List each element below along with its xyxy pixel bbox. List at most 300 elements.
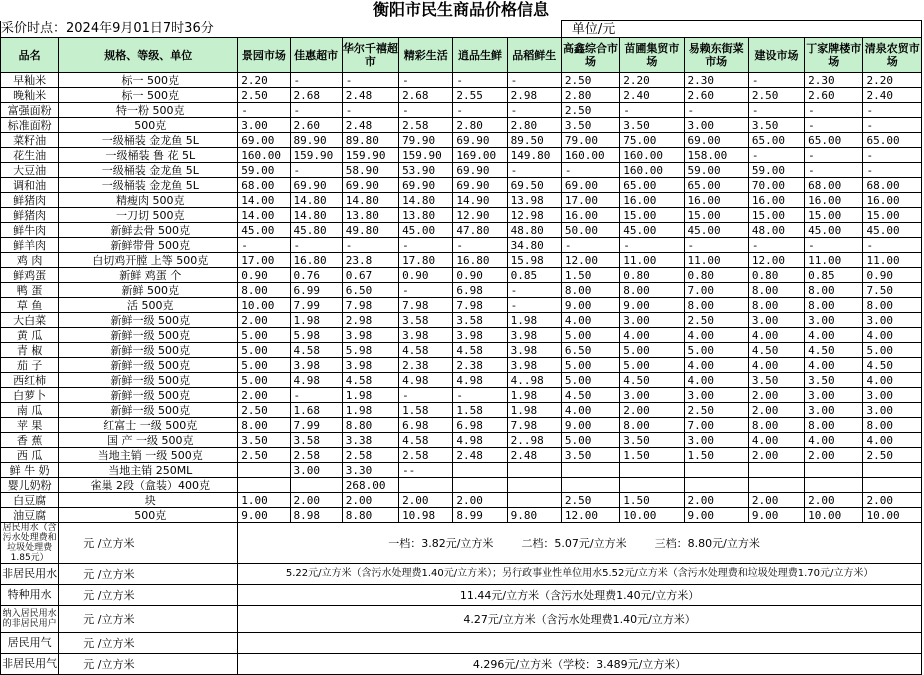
price-cell: 8.00 — [748, 283, 804, 298]
price-cell: 16.00 — [863, 193, 922, 208]
commodity-spec: 500克 — [59, 508, 238, 523]
price-cell — [748, 478, 804, 493]
price-cell: 69.90 — [453, 178, 507, 193]
commodity-spec: 新鲜 500克 — [59, 283, 238, 298]
table-row — [1, 238, 922, 253]
price-cell: - — [684, 103, 748, 118]
price-cell: 16.80 — [290, 253, 342, 268]
price-cell: 2.00 — [805, 448, 863, 463]
price-cell: 1.00 — [238, 493, 290, 508]
commodity-name: 白豆腐 — [1, 493, 59, 508]
price-cell — [453, 478, 507, 493]
price-cell: 65.00 — [748, 133, 804, 148]
price-cell: 5.00 — [561, 373, 619, 388]
price-cell: - — [507, 298, 561, 313]
price-cell: 16.80 — [453, 253, 507, 268]
commodity-name: 鲜猪肉 — [1, 208, 59, 223]
commodity-spec: 一刀切 500克 — [59, 208, 238, 223]
header-market: 华尔千禧超 市 — [342, 38, 398, 73]
price-cell: 2.50 — [238, 448, 290, 463]
table-row — [1, 253, 922, 268]
price-cell: 3.00 — [805, 388, 863, 403]
price-cell: 8.00 — [748, 418, 804, 433]
page-title: 衡阳市民生商品价格信息 — [372, 0, 549, 19]
price-cell: 7.98 — [453, 298, 507, 313]
price-cell: - — [805, 103, 863, 118]
table-row — [1, 313, 922, 328]
price-cell: 3.58 — [290, 433, 342, 448]
price-cell: 2.50 — [238, 403, 290, 418]
price-cell: 3.00 — [620, 313, 684, 328]
price-cell: 4.00 — [863, 373, 922, 388]
price-cell: 0.90 — [453, 268, 507, 283]
utility-label: 居民用水（含污水处理费和垃圾处理费1.85元） — [1, 523, 59, 564]
price-cell: - — [805, 148, 863, 163]
price-cell: 9.00 — [238, 508, 290, 523]
price-cell: - — [684, 238, 748, 253]
table-row — [1, 493, 922, 508]
header-market: 丁家牌楼市场 — [805, 38, 863, 73]
header-market: 景园市场 — [238, 38, 290, 73]
price-cell: 6.50 — [561, 343, 619, 358]
price-cell: - — [748, 103, 804, 118]
price-cell: 9.00 — [684, 508, 748, 523]
price-cell: 4.00 — [748, 433, 804, 448]
price-cell: 2.55 — [453, 88, 507, 103]
price-cell: - — [507, 163, 561, 178]
price-cell: 4.00 — [805, 433, 863, 448]
price-cell: 7.99 — [290, 418, 342, 433]
commodity-spec: 500克 — [59, 118, 238, 133]
table-row — [1, 403, 922, 418]
price-cell: 45.00 — [863, 223, 922, 238]
price-cell: 17.00 — [561, 193, 619, 208]
price-cell: - — [863, 163, 922, 178]
utility-price: 4.27元/立方米（含污水处理费1.40元/立方米） — [238, 606, 922, 633]
price-cell: 2.80 — [561, 88, 619, 103]
price-cell: - — [507, 73, 561, 88]
price-cell: 49.80 — [342, 223, 398, 238]
price-cell: 58.90 — [342, 163, 398, 178]
table-row — [1, 73, 922, 88]
table-row — [1, 373, 922, 388]
price-cell: 1.98 — [342, 403, 398, 418]
commodity-spec: 块 — [59, 493, 238, 508]
price-cell: 3.50 — [748, 118, 804, 133]
commodity-name: 鲜牛肉 — [1, 223, 59, 238]
commodity-spec: 国 产 一级 500克 — [59, 433, 238, 448]
price-cell: 4.58 — [290, 343, 342, 358]
price-cell: 3.50 — [620, 433, 684, 448]
price-cell: 4..98 — [507, 373, 561, 388]
price-cell: 1.98 — [507, 313, 561, 328]
price-cell: 13.80 — [342, 208, 398, 223]
commodity-name: 菜籽油 — [1, 133, 59, 148]
price-cell: 3.98 — [507, 343, 561, 358]
price-cell: 53.90 — [399, 163, 453, 178]
price-cell: 8.00 — [684, 298, 748, 313]
price-cell: 7.98 — [342, 298, 398, 313]
price-cell: 7.98 — [399, 298, 453, 313]
commodity-spec: 新鲜一级 500克 — [59, 388, 238, 403]
price-cell: 3.98 — [507, 358, 561, 373]
commodity-spec: 特一粉 500克 — [59, 103, 238, 118]
table-row — [1, 328, 922, 343]
price-cell: 1.98 — [342, 388, 398, 403]
price-cell: 4.50 — [805, 343, 863, 358]
price-cell: 69.00 — [684, 133, 748, 148]
price-cell: 2.40 — [863, 88, 922, 103]
table-row — [1, 298, 922, 313]
commodity-spec: 一级桶装 金龙鱼 5L — [59, 133, 238, 148]
price-cell: 0.80 — [684, 268, 748, 283]
price-cell: 0.85 — [805, 268, 863, 283]
price-cell: 2.00 — [238, 313, 290, 328]
price-cell: - — [561, 163, 619, 178]
price-cell: 1.58 — [453, 403, 507, 418]
price-cell: 5.98 — [342, 343, 398, 358]
price-cell: 69.90 — [342, 178, 398, 193]
commodity-name: 早籼米 — [1, 73, 59, 88]
price-cell: 65.00 — [863, 133, 922, 148]
price-cell: - — [290, 163, 342, 178]
price-cell: 8.00 — [805, 418, 863, 433]
header-market: 建设市场 — [748, 38, 804, 73]
utility-unit: 元 /立方米 — [59, 633, 238, 654]
price-cell: 68.00 — [863, 178, 922, 193]
price-cell: 0.85 — [507, 268, 561, 283]
price-cell: 5.00 — [238, 328, 290, 343]
price-cell: 2.00 — [805, 493, 863, 508]
price-cell: - — [863, 148, 922, 163]
price-cell: 2.30 — [684, 73, 748, 88]
price-cell: 34.80 — [507, 238, 561, 253]
price-cell: - — [399, 238, 453, 253]
price-cell: 75.00 — [620, 133, 684, 148]
price-cell: 3.98 — [290, 358, 342, 373]
utility-unit: 元 /立方米 — [59, 523, 238, 564]
price-cell: 9.80 — [507, 508, 561, 523]
price-cell: - — [805, 238, 863, 253]
price-cell: - — [453, 103, 507, 118]
price-cell: 1.98 — [290, 313, 342, 328]
header-market: 逍品生鲜 — [453, 38, 507, 73]
commodity-spec: 红富士 一级 500克 — [59, 418, 238, 433]
price-cell: - — [342, 103, 398, 118]
price-cell: 2.20 — [863, 73, 922, 88]
utility-label: 特种用水 — [1, 585, 59, 606]
price-cell: 2.38 — [399, 358, 453, 373]
price-cell: 15.00 — [748, 208, 804, 223]
price-cell — [684, 463, 748, 478]
price-cell — [238, 463, 290, 478]
price-cell: 3.00 — [748, 313, 804, 328]
price-cell: 5.00 — [238, 343, 290, 358]
price-cell: 160.00 — [561, 148, 619, 163]
price-cell — [805, 478, 863, 493]
price-cell: 16.00 — [805, 193, 863, 208]
price-cell: 14.00 — [238, 208, 290, 223]
price-cell: 4.00 — [748, 328, 804, 343]
price-cell: 3.00 — [684, 118, 748, 133]
price-cell: 8.00 — [561, 283, 619, 298]
utility-row-nonresidential_gas — [1, 654, 922, 675]
table-row — [1, 463, 922, 478]
price-cell: 2.48 — [507, 448, 561, 463]
header-market: 易赖东街菜市场 — [684, 38, 748, 73]
price-cell: - — [748, 73, 804, 88]
utility-row-residential_water — [1, 523, 922, 564]
price-cell: 15.00 — [620, 208, 684, 223]
price-cell: 1.50 — [620, 448, 684, 463]
price-cell: 2.58 — [342, 448, 398, 463]
price-cell: 14.80 — [342, 193, 398, 208]
price-cell: 45.00 — [620, 223, 684, 238]
price-cell: 4.00 — [684, 373, 748, 388]
price-cell: 45.00 — [399, 223, 453, 238]
price-cell — [290, 478, 342, 493]
price-cell: - — [290, 103, 342, 118]
commodity-spec: 新鲜一级 500克 — [59, 328, 238, 343]
price-cell: 2.60 — [805, 88, 863, 103]
price-cell: 5.00 — [684, 343, 748, 358]
price-cell: 9.00 — [748, 508, 804, 523]
commodity-name: 晚籼米 — [1, 88, 59, 103]
utility-price: 4.296元/立方米（学校：3.489元/立方米） — [238, 654, 922, 675]
price-cell: 11.00 — [620, 253, 684, 268]
commodity-spec: 标一 500克 — [59, 88, 238, 103]
price-cell: 4.50 — [561, 388, 619, 403]
price-cell: 4.00 — [805, 358, 863, 373]
price-cell: 48.80 — [507, 223, 561, 238]
price-cell: 5.00 — [863, 343, 922, 358]
price-cell: 8.00 — [863, 418, 922, 433]
price-cell: - — [863, 238, 922, 253]
price-cell: 69.90 — [399, 178, 453, 193]
commodity-name: 茄 子 — [1, 358, 59, 373]
price-cell: - — [238, 238, 290, 253]
commodity-spec: 新鲜一级 500克 — [59, 403, 238, 418]
price-cell: 160.00 — [620, 163, 684, 178]
price-cell: 3.00 — [863, 388, 922, 403]
price-cell: 4.50 — [863, 358, 922, 373]
price-cell: 8.80 — [342, 508, 398, 523]
table-row — [1, 433, 922, 448]
commodity-name: 花生油 — [1, 148, 59, 163]
table-row — [1, 88, 922, 103]
price-cell: - — [290, 238, 342, 253]
commodity-spec: 新鲜一级 500克 — [59, 343, 238, 358]
price-cell: - — [507, 283, 561, 298]
price-cell — [684, 478, 748, 493]
price-cell: 4.58 — [453, 343, 507, 358]
price-cell: 1.50 — [561, 268, 619, 283]
price-cell: 11.00 — [805, 253, 863, 268]
commodity-name: 富强面粉 — [1, 103, 59, 118]
commodity-name: 草 鱼 — [1, 298, 59, 313]
commodity-name: 鲜 牛 奶 — [1, 463, 59, 478]
price-cell: 12.00 — [561, 508, 619, 523]
price-cell: - — [399, 283, 453, 298]
price-cell: 15.00 — [684, 208, 748, 223]
utility-tiers — [238, 523, 922, 564]
price-cell: 169.00 — [453, 148, 507, 163]
table-row — [1, 283, 922, 298]
price-cell: - — [805, 118, 863, 133]
price-cell: - — [342, 238, 398, 253]
price-cell: 8.00 — [748, 298, 804, 313]
price-cell: 1.98 — [507, 388, 561, 403]
commodity-name: 鸡 肉 — [1, 253, 59, 268]
commodity-name: 西 瓜 — [1, 448, 59, 463]
price-cell: 4.00 — [684, 328, 748, 343]
price-cell: 4.00 — [684, 358, 748, 373]
price-cell: 6.98 — [453, 283, 507, 298]
commodity-spec: 新鲜一级 500克 — [59, 373, 238, 388]
price-cell: - — [863, 103, 922, 118]
utility-label: 居民用气 — [1, 633, 59, 654]
price-cell: 65.00 — [620, 178, 684, 193]
price-cell: 2.00 — [238, 388, 290, 403]
price-cell: 3.00 — [805, 313, 863, 328]
price-cell: 2.48 — [453, 448, 507, 463]
price-cell: 9.00 — [620, 298, 684, 313]
commodity-name: 婴儿奶粉 — [1, 478, 59, 493]
utility-row-nonresidential_water — [1, 564, 922, 585]
commodity-spec: 一级桶装 鲁 花 5L — [59, 148, 238, 163]
table-row — [1, 163, 922, 178]
commodity-name: 油豆腐 — [1, 508, 59, 523]
price-cell: 7.00 — [684, 283, 748, 298]
price-cell: 14.00 — [238, 193, 290, 208]
price-cell: 3.00 — [290, 463, 342, 478]
header-market: 高鑫综合市场 — [561, 38, 619, 73]
commodity-name: 鲜猪肉 — [1, 193, 59, 208]
price-cell: - — [748, 148, 804, 163]
price-cell: 2.60 — [290, 118, 342, 133]
price-cell: 3.50 — [238, 433, 290, 448]
price-cell: 2.00 — [684, 493, 748, 508]
price-cell: 12.00 — [561, 253, 619, 268]
commodity-name: 鲜鸡蛋 — [1, 268, 59, 283]
table-row — [1, 508, 922, 523]
price-cell: 2.98 — [507, 88, 561, 103]
price-cell: 2.58 — [290, 448, 342, 463]
price-cell: 3.98 — [453, 328, 507, 343]
price-cell: 3.38 — [342, 433, 398, 448]
price-cell: - — [399, 388, 453, 403]
price-cell: 68.00 — [238, 178, 290, 193]
commodity-spec: 白切鸡开膛 上等 500克 — [59, 253, 238, 268]
price-cell: 8.00 — [238, 418, 290, 433]
price-cell: 3.98 — [399, 328, 453, 343]
price-cell: 2.00 — [399, 493, 453, 508]
price-cell: 5.00 — [561, 433, 619, 448]
price-cell: 0.90 — [399, 268, 453, 283]
price-cell: 45.80 — [290, 223, 342, 238]
price-cell: 89.80 — [342, 133, 398, 148]
table-row — [1, 343, 922, 358]
price-cell: 5.00 — [238, 358, 290, 373]
price-cell: 2.30 — [805, 73, 863, 88]
price-cell: 8.99 — [453, 508, 507, 523]
price-cell: - — [290, 388, 342, 403]
price-cell: 59.00 — [748, 163, 804, 178]
price-cell: 5.00 — [238, 373, 290, 388]
commodity-name: 西红柿 — [1, 373, 59, 388]
price-cell: 16.00 — [561, 208, 619, 223]
price-cell: 159.90 — [342, 148, 398, 163]
price-cell: 3.50 — [561, 118, 619, 133]
price-cell: 3.58 — [453, 313, 507, 328]
price-cell: 3.50 — [561, 448, 619, 463]
price-cell: 2.80 — [453, 118, 507, 133]
price-cell: - — [507, 103, 561, 118]
price-cell: 69.50 — [507, 178, 561, 193]
price-cell: 47.80 — [453, 223, 507, 238]
header-row — [1, 38, 922, 73]
table-row — [1, 103, 922, 118]
commodity-name: 大豆油 — [1, 163, 59, 178]
price-cell — [507, 493, 561, 508]
price-cell: 3.58 — [399, 313, 453, 328]
price-cell: 0.80 — [748, 268, 804, 283]
price-cell: 2.00 — [748, 448, 804, 463]
table-row — [1, 133, 922, 148]
price-cell: - — [399, 103, 453, 118]
price-cell: 16.00 — [748, 193, 804, 208]
price-cell — [453, 463, 507, 478]
price-cell: 2.58 — [399, 118, 453, 133]
price-cell: 10.00 — [805, 508, 863, 523]
price-cell: -- — [399, 463, 453, 478]
price-cell: 45.00 — [684, 223, 748, 238]
price-cell: 69.00 — [238, 133, 290, 148]
price-cell: 8.00 — [805, 283, 863, 298]
price-cell: 268.00 — [342, 478, 398, 493]
price-cell: 14.80 — [399, 193, 453, 208]
price-cell: - — [863, 118, 922, 133]
price-cell: 10.00 — [620, 508, 684, 523]
price-cell: 2.00 — [748, 403, 804, 418]
price-cell: 15.98 — [507, 253, 561, 268]
price-cell: 7.98 — [507, 418, 561, 433]
price-cell: 0.76 — [290, 268, 342, 283]
price-cell: 160.00 — [238, 148, 290, 163]
price-cell: 14.80 — [290, 193, 342, 208]
price-cell — [561, 463, 619, 478]
price-cell: 9.00 — [561, 418, 619, 433]
price-cell: 1.50 — [620, 493, 684, 508]
price-cell: 89.50 — [507, 133, 561, 148]
price-cell: - — [453, 73, 507, 88]
price-cell: 9.00 — [561, 298, 619, 313]
price-cell: 89.90 — [290, 133, 342, 148]
utility-price: 11.44元/立方米（含污水处理费1.40元/立方米） — [238, 585, 922, 606]
price-cell: 158.00 — [684, 148, 748, 163]
commodity-spec: 新鲜 鸡蛋 个 — [59, 268, 238, 283]
price-cell: 4.98 — [453, 373, 507, 388]
price-cell: 159.90 — [399, 148, 453, 163]
price-cell: - — [620, 103, 684, 118]
table-row — [1, 118, 922, 133]
price-cell: - — [748, 238, 804, 253]
header-spec: 规格、等级、单位 — [59, 38, 238, 73]
price-cell: 11.00 — [863, 253, 922, 268]
price-cell: 8.80 — [342, 418, 398, 433]
commodity-name: 南 瓜 — [1, 403, 59, 418]
price-cell — [748, 463, 804, 478]
